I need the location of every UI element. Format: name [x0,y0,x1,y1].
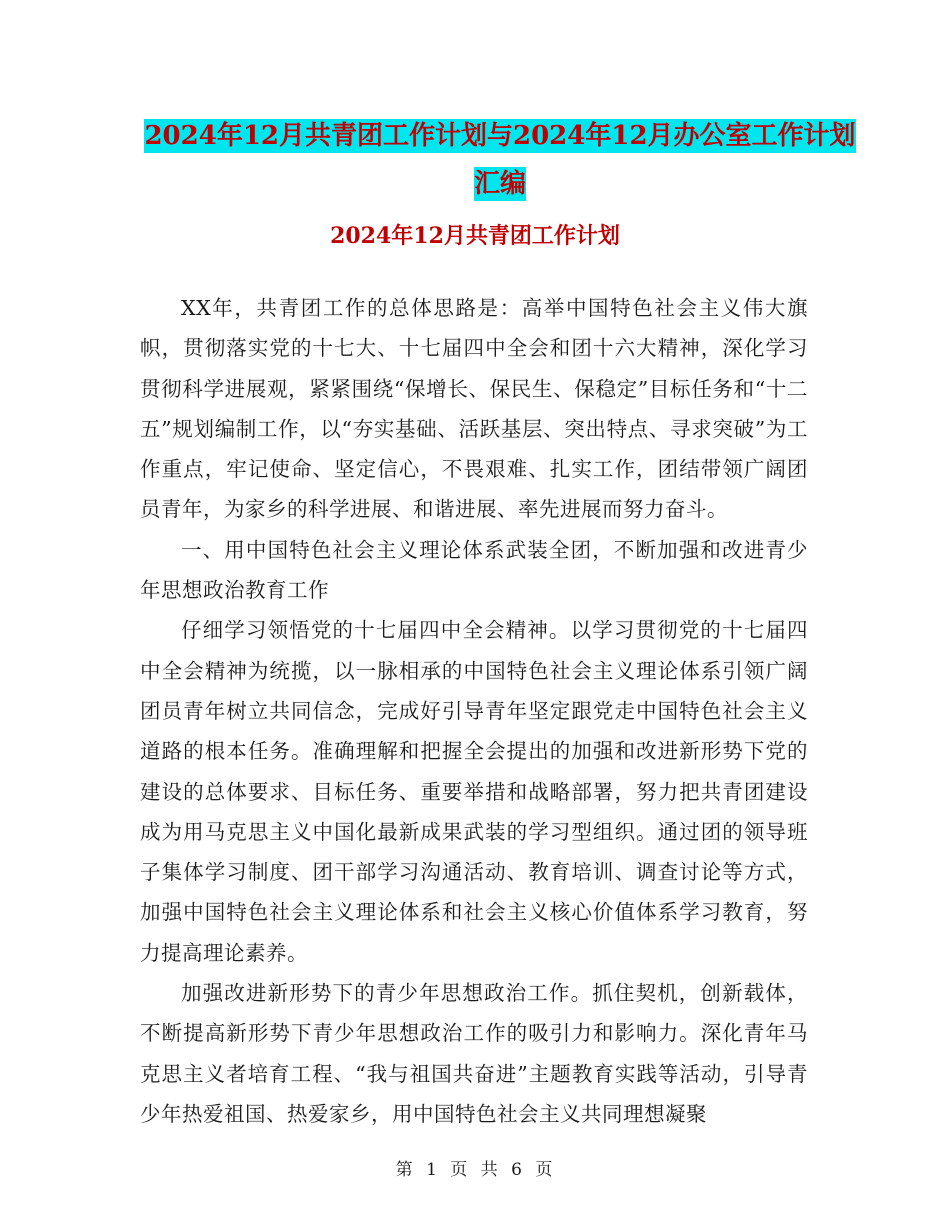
footer-total-pages: 6 [511,1160,524,1180]
main-title-highlight: 2024年12月共青团工作计划与2024年12月办公室工作计划汇编 [144,121,856,199]
paragraph-ideological-work: 加强改进新形势下的青少年思想政治工作。抓住契机，创新载体，不断提高新形势下青少年思想政治工作的吸引力和影响力。深化青年马克思主义者培育工程、“我与祖国共奋进”主题教育实践等活动，引导青少年热爱祖国、热爱家乡，用中国特色社会主义共同理想凝聚 [140,981,808,1126]
section-title: 2024年12月共青团工作计划 [330,223,620,249]
footer-label-unit: 页 [450,1160,470,1180]
document-body [140,288,808,1134]
main-title [140,112,860,208]
paragraph-intro: XX年，共青团工作的总体思路是：高举中国特色社会主义伟大旗帜，贯彻落实党的十七大、十七届四中全会和团十六大精神，深化学习贯彻科学进展观，紧紧围绕“保增长、保民生、保稳定”目标任务和“十二五”规划编制工作，以“夯实基础、活跃基层、突出特点、寻求突破”为工作重点，牢记使命、坚定信心，不畏艰难、扎实工作，团结带领广阔团员青年，为家乡的科学进展、和谐进展、率先进展而努力奋斗。 [140,296,808,522]
footer-current-page: 1 [426,1160,439,1180]
paragraph-study-plenum: 仔细学习领悟党的十七届四中全会精神。以学习贯彻党的十七届四中全会精神为统揽，以一脉相承的中国特色社会主义理论体系引领广阔团员青年树立共同信念，完成好引导青年坚定跟党走中国特色社会主义道路的根本任务。准确理解和把握全会提出的加强和改进新形势下党的建设的总体要求、目标任务、重要举措和战略部署，努力把共青团建设成为用马克思主义中国化最新成果武装的学习型组织。通过团的领导班子集体学习制度、团干部学习沟通活动、教育培训、调查讨论等方式，加强中国特色社会主义理论体系和社会主义核心价值体系学习教育，努力提高理论素养。 [140,618,808,965]
paragraph-heading-one: 一、用中国特色社会主义理论体系武装全团，不断加强和改进青少年思想政治教育工作 [140,537,808,603]
footer-label-unit2: 页 [535,1160,555,1180]
footer-label-page: 第 [395,1160,415,1180]
page-footer [0,1155,950,1180]
footer-label-total: 共 [480,1160,500,1180]
